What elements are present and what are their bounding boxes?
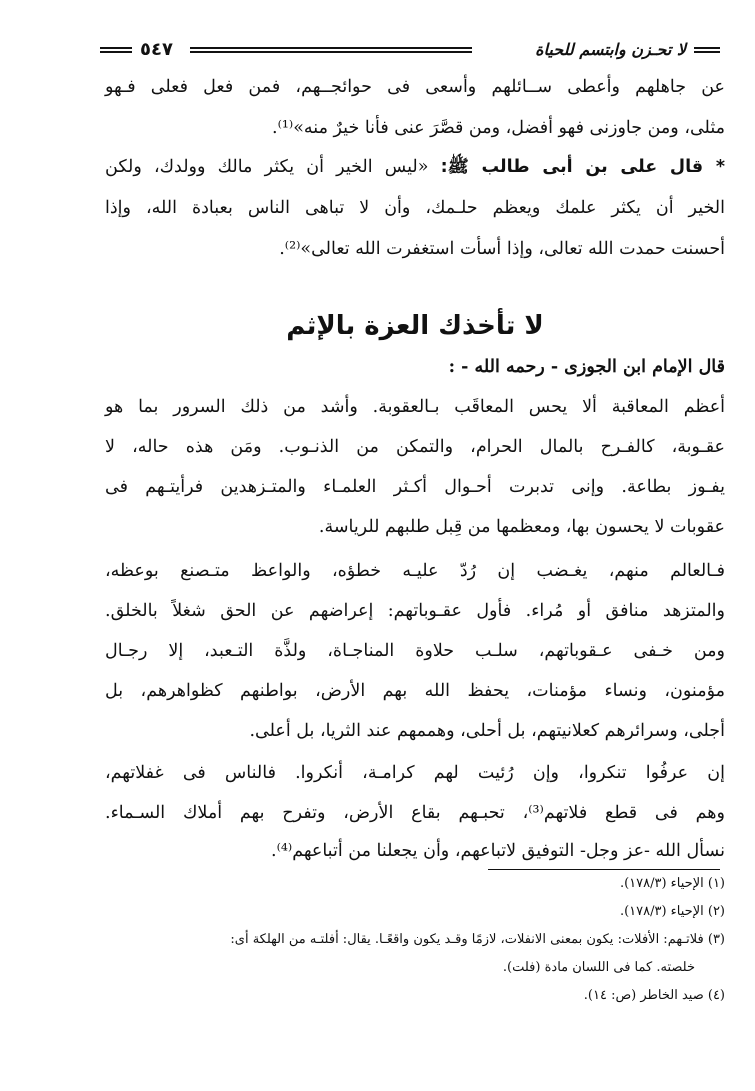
quote-speaker: * قال على بن أبى طالب ﷺ: (440, 157, 726, 177)
text-line: ومن خـفى عـقوباتهم، سلـب حلاوة المناجـاة، ولذَّة التـعبد، إلا رجـال (105, 641, 725, 661)
page-number: ٥٤٧ (140, 39, 173, 60)
text-line: عقوبات لا يحسون بها، ومعظمها من قِبل طلبهم للرياسة. (318, 517, 725, 537)
quote-text-start: «ليس الخير أن يكثر مالك وولدك، ولكن (105, 157, 429, 177)
footnote: (١) الإحياء (١٧٨/٣). (619, 876, 725, 891)
book-title: لا تحـزن وابتسم للحياة (535, 40, 686, 59)
text-line: أحسنت حمدت الله تعالى، وإذا أسأت استغفرت الله تعالى»⁽²⁾. (279, 239, 725, 259)
text-line: والمتزهد منافق أو مُراء. فأول عقـوباتهم: إعراضهم عن الحق شغلاً بالخلق. (105, 601, 725, 621)
text-line: أعظم المعاقبة ألا يحس المعاقَب بـالعقوبة. وأشد من ذلك السرور بما هو (105, 397, 725, 417)
footnote-continuation: خلصته. كما فى اللسان مادة (فلت). (502, 960, 695, 975)
text-line: يفـوز بطاعة. وإنى تدبرت أحـوال أكـثر العلمـاء والمتـزهدين فرأيتـهم فى (105, 477, 725, 497)
footnote: (٢) الإحياء (١٧٨/٣). (619, 904, 725, 919)
text-line: مثلى، ومن جاوزنى فهو أفضل، ومن قصَّرَ عنى فأنا خيرٌ منه»⁽¹⁾. (272, 118, 725, 138)
section-heading: لا تأخذك العزة بالإثم (286, 311, 544, 341)
text-line: عن جاهلهم وأعطى ســائلهم وأسعى فى حوائجــهم، فمن فعل فعلى فـهو (105, 77, 725, 97)
section-intro: قال الإمام ابن الجوزى - رحمه الله - : (448, 357, 725, 377)
header-rule-left (100, 47, 132, 53)
text-line: نسأل الله -عز وجل- التوفيق لاتباعهم، وأن يجعلنا من أتباعهم⁽⁴⁾. (271, 841, 725, 861)
header-rule-right (694, 47, 720, 53)
footnote: (٤) صيد الخاطر (ص: ١٤). (583, 988, 725, 1003)
text-line: مؤمنون، ونساء مؤمنات، يحفظ الله بهم الأرض، بواطنهم كظواهرهم، بل (105, 681, 725, 701)
quote-first-line (105, 152, 725, 182)
text-line: إن عرفُوا تنكروا، وإن رُئيت لهم كرامـة، أنكروا. فالناس فى غفلاتهم، (105, 763, 725, 783)
text-line: وهم فى قطع فلاتهم⁽³⁾، تحبـهم بقاع الأرض، وتفرح بهم أملاك السـماء. (105, 803, 725, 823)
text-line: عقـوبة، كالفـرح بالمال الحرام، والتمكن من الذنـوب. ومَن هذه حاله، لا (105, 437, 725, 457)
footnote: (٣) فلاتـهم: الأفلات: يكون بمعنى الانفلات، لازمًا وقـد يكون واقعًـا. يقال: أفلتـه من الهلكة أى: (230, 932, 725, 947)
text-line: الخير أن يكثر علمك ويعظم حلـمك، وأن لا تباهى الناس بعبادة الله، وإذا (105, 198, 725, 218)
footnote-separator (488, 869, 720, 870)
running-header (100, 38, 720, 64)
text-line: أجلى، وسرائرهم كعلانيتهم، بل أحلى، وهممهم عند الثريا، بل أعلى. (249, 721, 725, 741)
header-rule-middle (190, 47, 472, 53)
text-line: فـالعالم منهم، يغـضب إن رُدّ عليـه خطؤه، والواعظ متـصنع بوعظه، (105, 561, 725, 581)
